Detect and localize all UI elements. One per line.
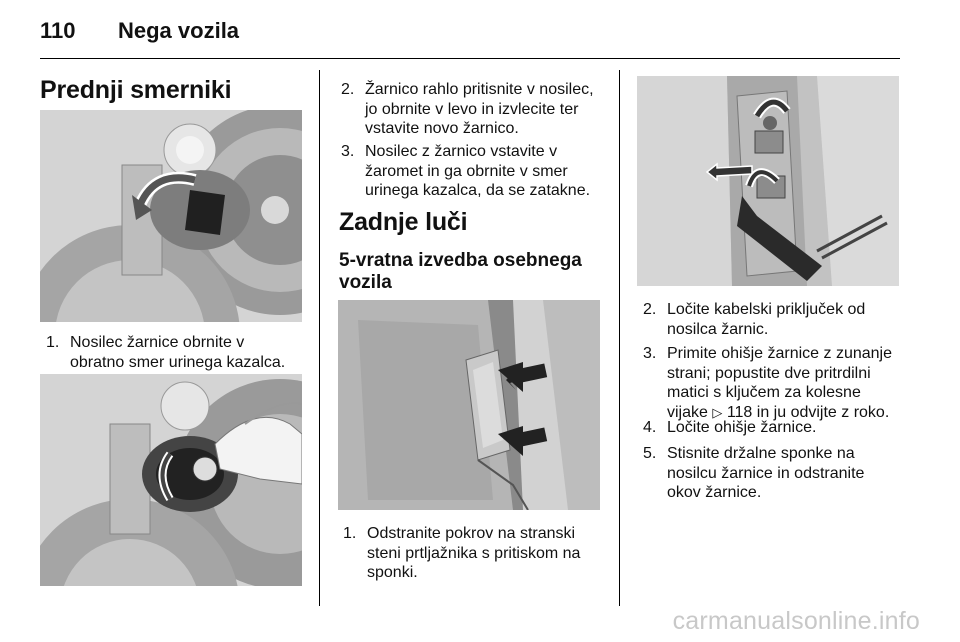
step-number: 1. <box>343 525 357 542</box>
page-number: 110 <box>40 18 76 43</box>
header-rule <box>40 58 900 59</box>
section-heading-rear-lights: Zadnje luči <box>339 208 468 236</box>
step-2-rear <box>643 300 901 339</box>
step-5-rear <box>643 444 901 503</box>
step-number: 2. <box>643 301 657 318</box>
step-text: Žarnico rahlo pritisnite v nosilec, jo obrnite v levo in izvlecite ter vstavite novo žarnico. <box>365 81 594 137</box>
watermark: carmanualsonline.info <box>672 607 920 635</box>
step-4-rear <box>643 418 901 438</box>
step-3-front <box>341 142 601 201</box>
step-number: 1. <box>46 334 60 351</box>
step-text: Ločite ohišje žarnice. <box>667 419 817 436</box>
step-text <box>667 344 901 422</box>
step-text: Ločite kabelski priključek od nosilca žarnic. <box>667 301 866 338</box>
step-3-rear <box>643 344 901 422</box>
step-text: Stisnite držalne sponke na nosilcu žarnice in odstranite okov žarnice. <box>667 445 865 501</box>
step-number: 2. <box>341 81 355 98</box>
step-number: 4. <box>643 419 657 436</box>
column-divider-right <box>619 70 620 606</box>
figure-trunk-cover <box>338 300 600 510</box>
page-reference-icon[interactable]: ▷ <box>712 404 723 420</box>
step-1-rear <box>343 524 601 583</box>
step-text: Odstranite pokrov na stranski steni prtljažnika s pritiskom na sponki. <box>367 525 581 581</box>
figure-front-bulb-removal <box>40 374 302 586</box>
step-1-front <box>46 333 302 372</box>
step-text: Nosilec z žarnico vstavite v žaromet in ga obrnite v smer urinega kazalca, da se zatakne. <box>365 143 591 199</box>
step-number: 3. <box>643 345 657 362</box>
page-reference-text[interactable]: 118 in ju odvijte z roko. <box>726 403 890 421</box>
figure-front-indicator-holder <box>40 110 302 322</box>
step-2-front <box>341 80 601 139</box>
section-heading-front-indicators: Prednji smerniki <box>40 76 232 104</box>
column-divider-left <box>319 70 320 606</box>
step-number: 5. <box>643 445 657 462</box>
subheading-5-door: 5-vratna izvedba osebnega vozila <box>339 250 582 293</box>
chapter-title: Nega vozila <box>118 18 240 43</box>
step-text: Nosilec žarnice obrnite v obratno smer urinega kazalca. <box>70 334 286 371</box>
figure-rear-lamp-housing <box>637 76 899 286</box>
step-text-main: Primite ohišje žarnice z zunanje strani; popustite dve pritrdilni matici s ključem za kolesne vijake <box>667 345 892 421</box>
step-number: 3. <box>341 143 355 160</box>
